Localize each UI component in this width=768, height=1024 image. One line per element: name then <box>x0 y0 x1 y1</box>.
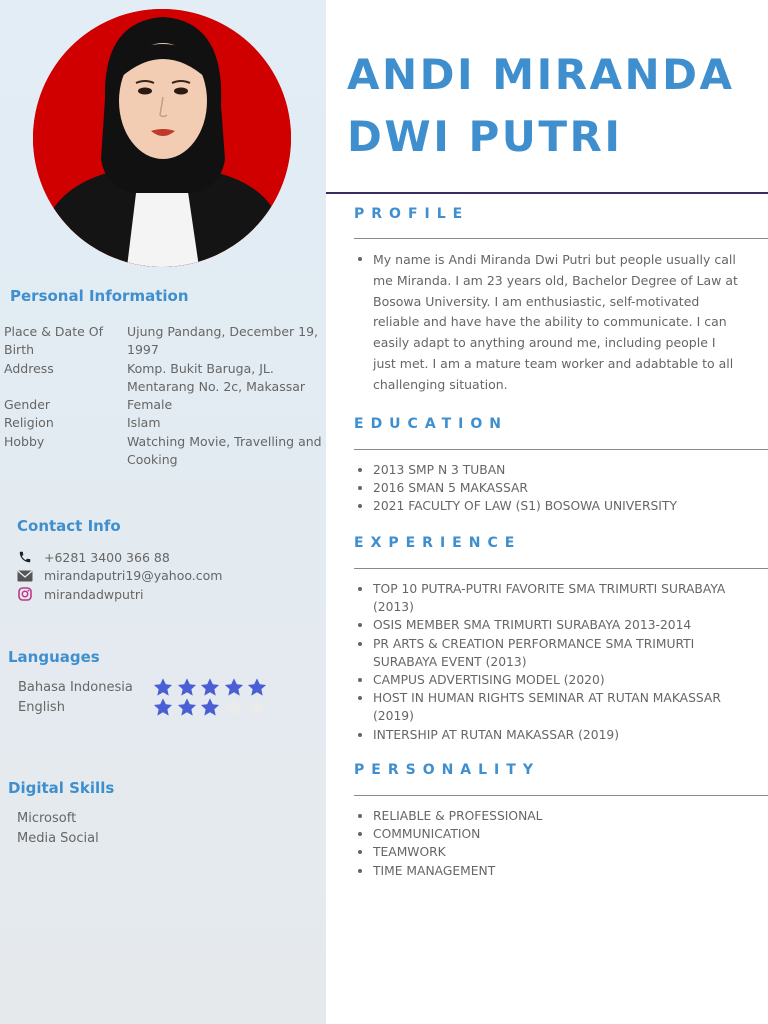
list-item: COMMUNICATION <box>356 825 740 843</box>
star-filled-icon <box>199 677 221 697</box>
star-filled-icon <box>152 697 174 717</box>
star-empty-icon <box>223 697 245 717</box>
name-line-1: ANDI MIRANDA <box>347 50 735 99</box>
pi-value: Ujung Pandang, December 19, 1997 <box>127 324 319 358</box>
personal-info-heading: Personal Information <box>10 287 189 305</box>
list-item: TOP 10 PUTRA-PUTRI FAVORITE SMA TRIMURTI SURABAYA (2013) <box>356 580 740 616</box>
pi-row-gender <box>4 396 322 414</box>
instagram-icon <box>16 587 34 601</box>
name-divider <box>326 192 768 194</box>
pi-row-hobby <box>4 433 322 470</box>
profile-text: My name is Andi Miranda Dwi Putri but people usually call me Miranda. I am 23 years old, Bachelor Degree of Law at Bosowa University. I am enthusiastic, self-motivated reliable and have have the ability to communicate. I can easily adapt to anything around me, including people I just met. I am a mature team worker and adabtable to all challenging situation. <box>356 250 740 396</box>
star-filled-icon <box>199 697 221 717</box>
pi-label: Hobby <box>4 433 45 449</box>
pi-label: Gender <box>4 397 51 413</box>
list-item: INTERSHIP AT RUTAN MAKASSAR (2019) <box>356 726 740 744</box>
pi-label: Place & Date Of Birth <box>4 324 104 358</box>
pi-label: Address <box>4 360 54 376</box>
digital-skills-heading: Digital Skills <box>8 779 115 797</box>
pi-row-religion <box>4 414 322 432</box>
profile-title: PROFILE <box>354 206 470 222</box>
languages-list <box>18 677 270 717</box>
list-item: TIME MANAGEMENT <box>356 862 740 880</box>
education-title: EDUCATION <box>354 416 508 432</box>
personal-info-table <box>4 323 322 469</box>
sidebar <box>0 0 326 1024</box>
skill-item: Media Social <box>17 830 99 846</box>
digital-skills-list <box>17 809 99 848</box>
instagram-text[interactable]: mirandadwputri <box>44 586 144 602</box>
profile-list <box>356 250 740 396</box>
list-item: 2013 SMP N 3 TUBAN <box>356 461 740 479</box>
mail-icon <box>16 569 34 583</box>
portrait-image <box>33 9 291 267</box>
contact-instagram <box>16 585 222 604</box>
full-name <box>347 44 735 168</box>
experience-list <box>356 580 740 744</box>
personality-list <box>356 807 740 880</box>
education-list <box>356 461 740 516</box>
pi-value: Watching Movie, Travelling and Cooking <box>127 433 322 468</box>
list-item: 2016 SMAN 5 MAKASSAR <box>356 479 740 497</box>
name-line-2: DWI PUTRI <box>347 112 623 161</box>
experience-divider <box>354 568 768 569</box>
star-filled-icon <box>176 697 198 717</box>
education-divider <box>354 449 768 450</box>
phone-icon <box>16 550 34 564</box>
list-item: TEAMWORK <box>356 843 740 861</box>
pi-label: Religion <box>4 415 54 431</box>
list-item: HOST IN HUMAN RIGHTS SEMINAR AT RUTAN MAKASSAR (2019) <box>356 689 740 725</box>
phone-text[interactable]: +6281 3400 366 88 <box>44 549 170 565</box>
star-rating <box>152 677 270 697</box>
pi-value: Female <box>127 397 173 413</box>
pi-value: Komp. Bukit Baruga, JL. Mentarang No. 2c, Makassar <box>127 360 306 394</box>
pi-row-address <box>4 360 322 397</box>
email-text[interactable]: mirandaputri19@yahoo.com <box>44 568 223 584</box>
language-row <box>18 697 270 717</box>
star-filled-icon <box>246 677 268 697</box>
star-filled-icon <box>152 677 174 697</box>
languages-heading: Languages <box>8 648 100 666</box>
contact-email <box>16 567 222 586</box>
skill-item: Microsoft <box>17 811 77 826</box>
list-item: OSIS MEMBER SMA TRIMURTI SURABAYA 2013-2014 <box>356 616 740 634</box>
star-filled-icon <box>176 677 198 697</box>
star-rating <box>152 697 270 717</box>
profile-divider <box>354 238 768 239</box>
language-row <box>18 677 270 697</box>
profile-photo <box>33 9 291 267</box>
contact-phone <box>16 548 222 567</box>
star-empty-icon <box>246 697 268 717</box>
star-filled-icon <box>223 677 245 697</box>
contact-info-heading: Contact Info <box>17 517 121 535</box>
language-name: Bahasa Indonesia <box>18 679 133 695</box>
experience-title: EXPERIENCE <box>354 535 522 551</box>
list-item: RELIABLE & PROFESSIONAL <box>356 807 740 825</box>
contact-list <box>16 548 222 604</box>
list-item: 2021 FACULTY OF LAW (S1) BOSOWA UNIVERSITY <box>356 497 740 515</box>
list-item: PR ARTS & CREATION PERFORMANCE SMA TRIMURTI SURABAYA EVENT (2013) <box>356 635 740 671</box>
personality-divider <box>354 795 768 796</box>
list-item: CAMPUS ADVERTISING MODEL (2020) <box>356 671 740 689</box>
personality-title: PERSONALITY <box>354 762 540 778</box>
language-name: English <box>18 699 65 715</box>
pi-value: Islam <box>127 415 161 431</box>
pi-row-birth <box>4 323 322 360</box>
